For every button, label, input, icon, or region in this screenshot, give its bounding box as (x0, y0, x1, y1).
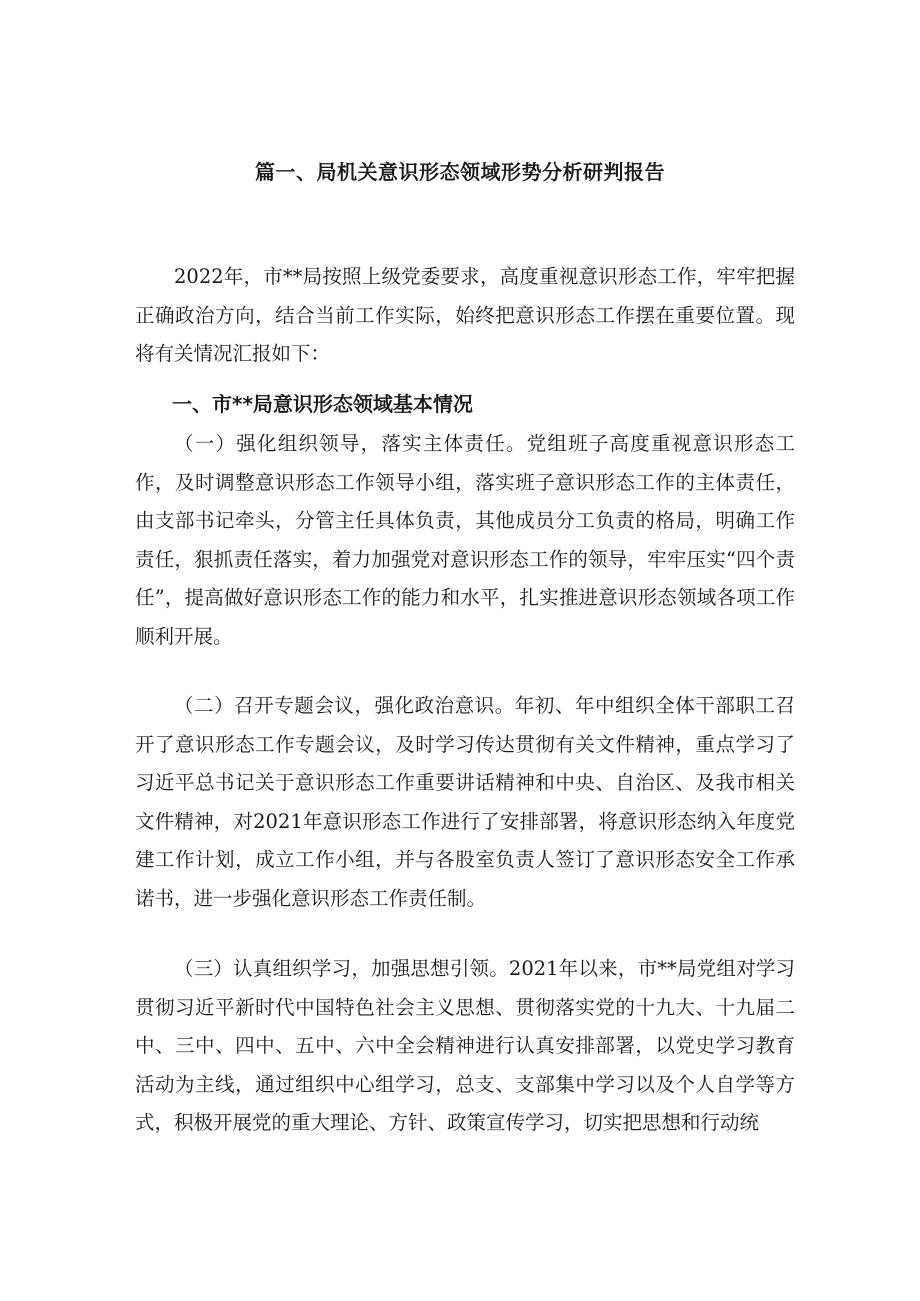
paragraph-3: （三）认真组织学习，加强思想引领。2021年以来，市**局党组对学习贯彻习近平新时代中国特色社会主义思想、贯彻落实党的十九大、十九届二中、三中、四中、五中、六中全会精神进行认真安排部署，以党史学习教育活动为主线，通过组织中心组学习，总支、支部集中学习以及个人自学等方式，积极开展党的重大理论、方针、政策宣传学习，切实把思想和行动统 (135, 957, 795, 1134)
document-title: 篇一、局机关意识形态领域形势分析研判报告 (255, 160, 665, 184)
section-heading: 一、市**局意识形态领域基本情况 (172, 392, 473, 416)
paragraph-2: （二）召开专题会议，强化政治意识。年初、年中组织全体干部职工召开了意识形态工作专题会议，及时学习传达贯彻有关文件精神，重点学习了习近平总书记关于意识形态工作重要讲话精神和中央、自治区、及我市相关文件精神，对2021年意识形态工作进行了安排部署，将意识形态纳入年度党建工作计划，成立工作小组，并与各股室负责人签订了意识形态安全工作承诺书，进一步强化意识形态工作责任制。 (135, 694, 795, 910)
paragraph-1: （一）强化组织领导，落实主体责任。党组班子高度重视意识形态工作，及时调整意识形态工作领导小组，落实班子意识形态工作的主体责任，由支部书记牵头，分管主任具体负责，其他成员分工负责的格局，明确工作责任，狠抓责任落实，着力加强党对意识形态工作的领导，牢牢压实“四个责任”，提高做好意识形态工作的能力和水平，扎实推进意识形态领域各项工作顺利开展。 (135, 432, 795, 648)
intro-paragraph: 2022年，市**局按照上级党委要求，高度重视意识形态工作，牢牢把握正确政治方向，结合当前工作实际，始终把意识形态工作摆在重要位置。现将有关情况汇报如下： (135, 265, 795, 365)
